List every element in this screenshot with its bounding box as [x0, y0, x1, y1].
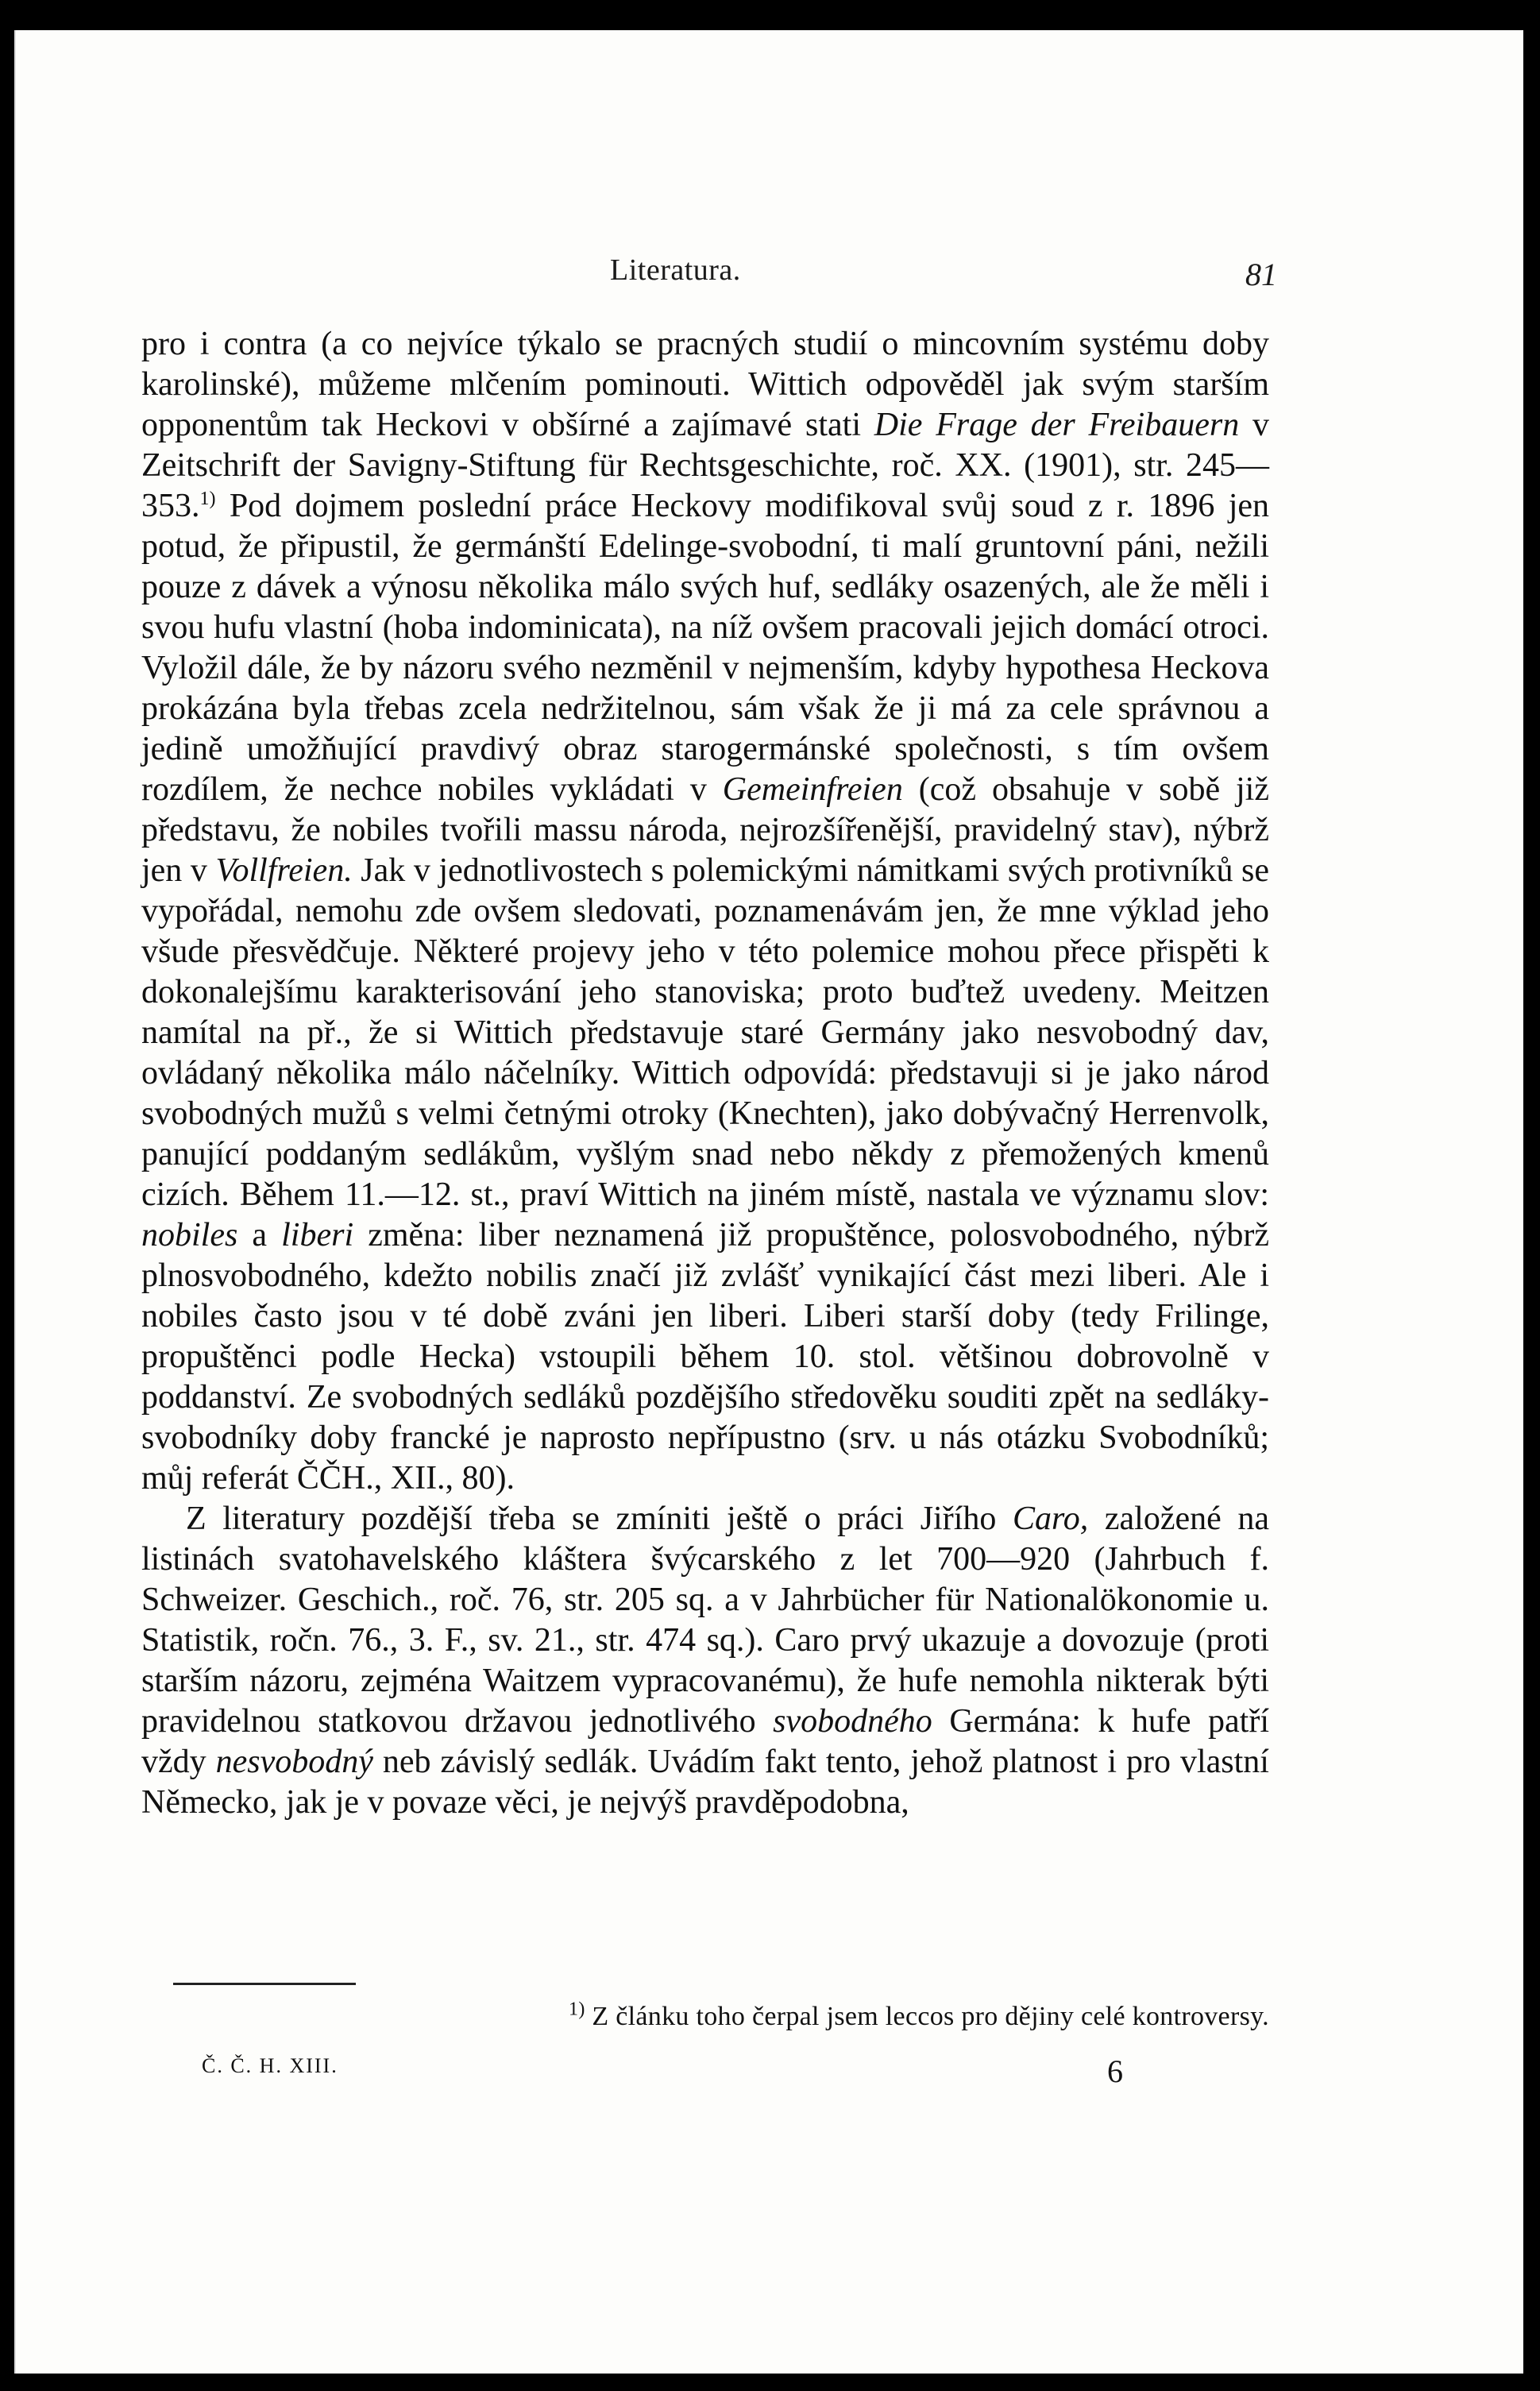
- main-text: [141, 324, 1269, 1823]
- footnote-divider: [173, 1983, 356, 1985]
- footnote: [173, 1999, 1269, 2032]
- sheet-mark: 6: [1107, 2053, 1123, 2089]
- paragraph-2: [141, 1499, 1269, 1823]
- text-run: neb závislý sedlák. Uvádím fakt tento, jehož platnost i pro vlastní Německo, jak je v povaze věci, je nejvýš pravděpodobna,: [141, 1744, 1269, 1821]
- signature-line: [202, 2054, 1155, 2102]
- text-run: Germána: k hufe patří vždy: [141, 1703, 1269, 1780]
- italic-term: Gemeinfreien: [722, 771, 903, 808]
- footnote-mark: 1): [569, 1999, 585, 2020]
- text-run: Z literatury pozdější třeba se zmíniti ještě o práci Jiřího: [186, 1501, 1013, 1537]
- running-header: [14, 253, 1523, 300]
- italic-term: liberi: [281, 1217, 354, 1253]
- italic-term: Vollfreien.: [215, 852, 353, 889]
- page-number: 81: [1245, 257, 1277, 292]
- text-run: změna: liber neznamená již propuštěnce, polosvobodného, nýbrž plnosvobodného, kdežto nobilis značí již zvlášť vynikající část mezi liberi. Ale i nobiles často jsou v té době zváni jen liberi. Liberi starší doby (tedy Frilinge, propuštěnci podle Hecka) vstoupili během 10. stol. většinou dobrovolně v poddanství. Ze svobodných sedláků pozdějšího středověku souditi zpět na sedláky-svobodníky doby francké je naprosto nepřípustno (srv. u nás otázku Svobodníků; můj referát ČČH., XII., 80).: [141, 1217, 1269, 1497]
- text-run: v Zeitschrift der Savigny-Stiftung für Rechtsgeschichte, roč. XX. (1901), str. 245—353.: [141, 407, 1269, 524]
- text-run: založené na listinách svatohavelského kláštera švýcarského z let 700—920 (Jahrbuch f. Schweizer. Geschich., roč. 76, str. 205 sq. a v Jahrbücher für Nationalökonomie u. Statistik, ročn. 76., 3. F., sv. 21., str. 474 sq.). Caro prvý ukazuje a dovozuje (proti starším názoru, zejména Waitzem vypracovanému), že hufe nemohla nikterak býti pravidelnou statkovou državou jednotlivého: [141, 1501, 1269, 1740]
- footnote-text: Z článku toho čerpal jsem leccos pro dějiny celé kontroversy.: [585, 2002, 1269, 2031]
- text-run: a: [237, 1217, 282, 1253]
- footnote-ref: 1): [199, 489, 216, 509]
- text-run: Jak v jednotlivostech s polemickými námitkami svých protivníků se vypořádal, nemohu zde ovšem sledovati, poznamenávám jen, že mne výklad jeho všude přesvědčuje. Některé projevy jeho v této polemice mohou přece přispěti k dokonalejšímu karakterisování jeho stanoviska; proto buďtež uvedeny. Meitzen namítal na př., že si Wittich představuje staré Germány jako nesvobodný dav, ovládaný několika málo náčelníky. Wittich odpovídá: představuji si je jako národ svobodných mužů s velmi četnými otroky (Knechten), jako dobývačný Herrenvolk, panující poddaným sedlákům, vyšlým snad nebo někdy z přemožených kmenů cizích. Během 11.—12. st., praví Wittich na jiném místě, nastala ve významu slov:: [141, 852, 1269, 1213]
- document-page: [14, 30, 1523, 2374]
- italic-name: Caro,: [1012, 1501, 1089, 1537]
- text-run: pro i contra (a co nejvíce týkalo se pracných studií o mincovním systému doby karolinské), můžeme mlčením pominouti. Wittich odpověděl jak svým starším opponentům tak Heckovi v obšírné a zajímavé stati: [141, 326, 1269, 443]
- italic-term: nesvobodný: [215, 1744, 373, 1780]
- italic-term: svobodného: [773, 1703, 932, 1740]
- italic-term: nobiles: [141, 1217, 238, 1253]
- text-run: (což obsahuje v sobě již představu, že nobiles tvořili massu národa, nejrozšířenější, pravidelný stav), nýbrž jen v: [141, 771, 1269, 889]
- paragraph-1: [141, 324, 1269, 1499]
- italic-title: Die Frage der Freibauern: [874, 407, 1240, 443]
- header-title: Literatura.: [610, 253, 741, 287]
- journal-signature: Č. Č. H. XIII.: [202, 2054, 338, 2077]
- text-run: Pod dojmem poslední práce Heckovy modifikoval svůj soud z r. 1896 jen potud, že připustil, že germánští Edelinge-svobodní, ti malí gruntovní páni, nežili pouze z dávek a výnosu několika málo svých huf, sedláky osazených, ale že měli i svou hufu vlastní (hoba indominicata), na níž ovšem pracovali jejich domácí otroci. Vyložil dále, že by názoru svého nezměnil v nejmenším, kdyby hypothesa Heckova prokázána byla třebas zcela nedržitelnou, sám však že ji má za cele správnou a jedině umožňující pravdivý obraz starogermánské společnosti, s tím ovšem rozdílem, že nechce nobiles vykládati v: [141, 488, 1269, 808]
